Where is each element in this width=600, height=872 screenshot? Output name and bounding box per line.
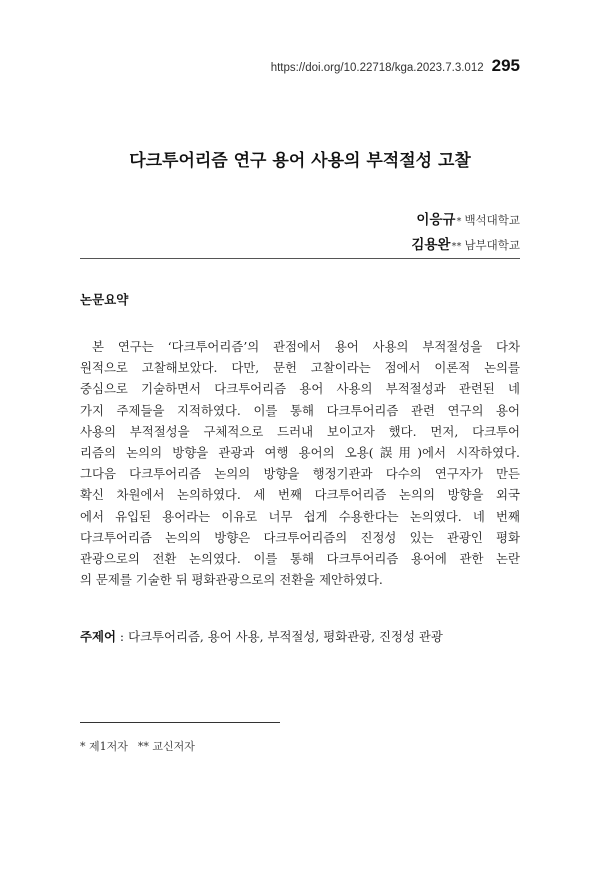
abstract-line: 가지 주제들을 지적하였다. 이를 통해 다크투어리즘 관련 연구의 용어 [80, 402, 520, 418]
header-divider [80, 258, 520, 259]
abstract-heading: 논문요약 [80, 292, 129, 307]
author-entry [411, 208, 520, 233]
abstract-body [80, 336, 520, 590]
author-mark: * [456, 216, 462, 227]
keywords-text: 다크투어리즘, 용어 사용, 부적절성, 평화관광, 진정성 관광 [128, 629, 443, 644]
abstract-line: 의 문제를 기술한 뒤 평화관광으로의 전환을 제안하였다. [80, 572, 383, 588]
author-affiliation: 백석대학교 [464, 213, 520, 227]
abstract-line: 확신 차원에서 논의하였다. 세 번째 다크투어리즘 논의의 방향을 외국 [80, 487, 520, 503]
footnote-first-author: * 제1저자 [80, 740, 128, 753]
doi-link[interactable]: https://doi.org/10.22718/kga.2023.7.3.012 [270, 62, 484, 74]
author-name: 김용완 [411, 237, 451, 253]
author-name: 이응규 [416, 212, 456, 228]
abstract-line: 관광으로의 전환 논의였다. 이를 통해 다크투어리즘 용어에 관한 논란 [80, 551, 520, 567]
author-block [411, 208, 520, 258]
keywords-label: 주제어 [80, 629, 116, 644]
author-affiliation: 남부대학교 [464, 238, 520, 252]
abstract-line: 그다음 다크투어리즘 논의의 방향을 행정기관과 다수의 연구자가 만든 [80, 466, 520, 482]
abstract-line: 사용의 부적절성을 구체적으로 드러내 보이고자 했다. 먼저, 다크투어 [80, 423, 520, 439]
author-mark: ** [451, 241, 462, 252]
page-number: 295 [491, 56, 520, 75]
abstract-line: 에서 유입된 용어라는 이유로 너무 쉽게 수용한다는 논의였다. 네 번째 [80, 508, 520, 524]
abstract-line: 중심으로 기술하면서 다크투어리즘 용어 사용의 부적절성과 관련된 네 [80, 381, 520, 397]
author-entry [411, 233, 520, 258]
footnote-divider [80, 722, 280, 723]
footnote [80, 738, 195, 754]
abstract-line: 원적으로 고찰해보았다. 다만, 문헌 고찰이라는 점에서 이론적 논의를 [80, 360, 520, 376]
keywords [80, 627, 520, 645]
abstract-line: 본 연구는 ‘다크투어리즘’의 관점에서 용어 사용의 부적절성을 다차 [92, 339, 520, 354]
abstract-line: 리즘의 논의의 방향을 관광과 여행 용어의 오용(誤用)에서 시작하였다. [80, 445, 520, 461]
paper-title: 다크투어리즘 연구 용어 사용의 부적절성 고찰 [129, 151, 471, 171]
footnote-corresponding-author: ** 교신저자 [137, 740, 195, 753]
abstract-line: 다크투어리즘 논의의 방향은 다크투어리즘의 진정성 있는 관광인 평화 [80, 529, 520, 545]
page-header [271, 56, 520, 76]
keywords-separator: : [119, 629, 125, 644]
